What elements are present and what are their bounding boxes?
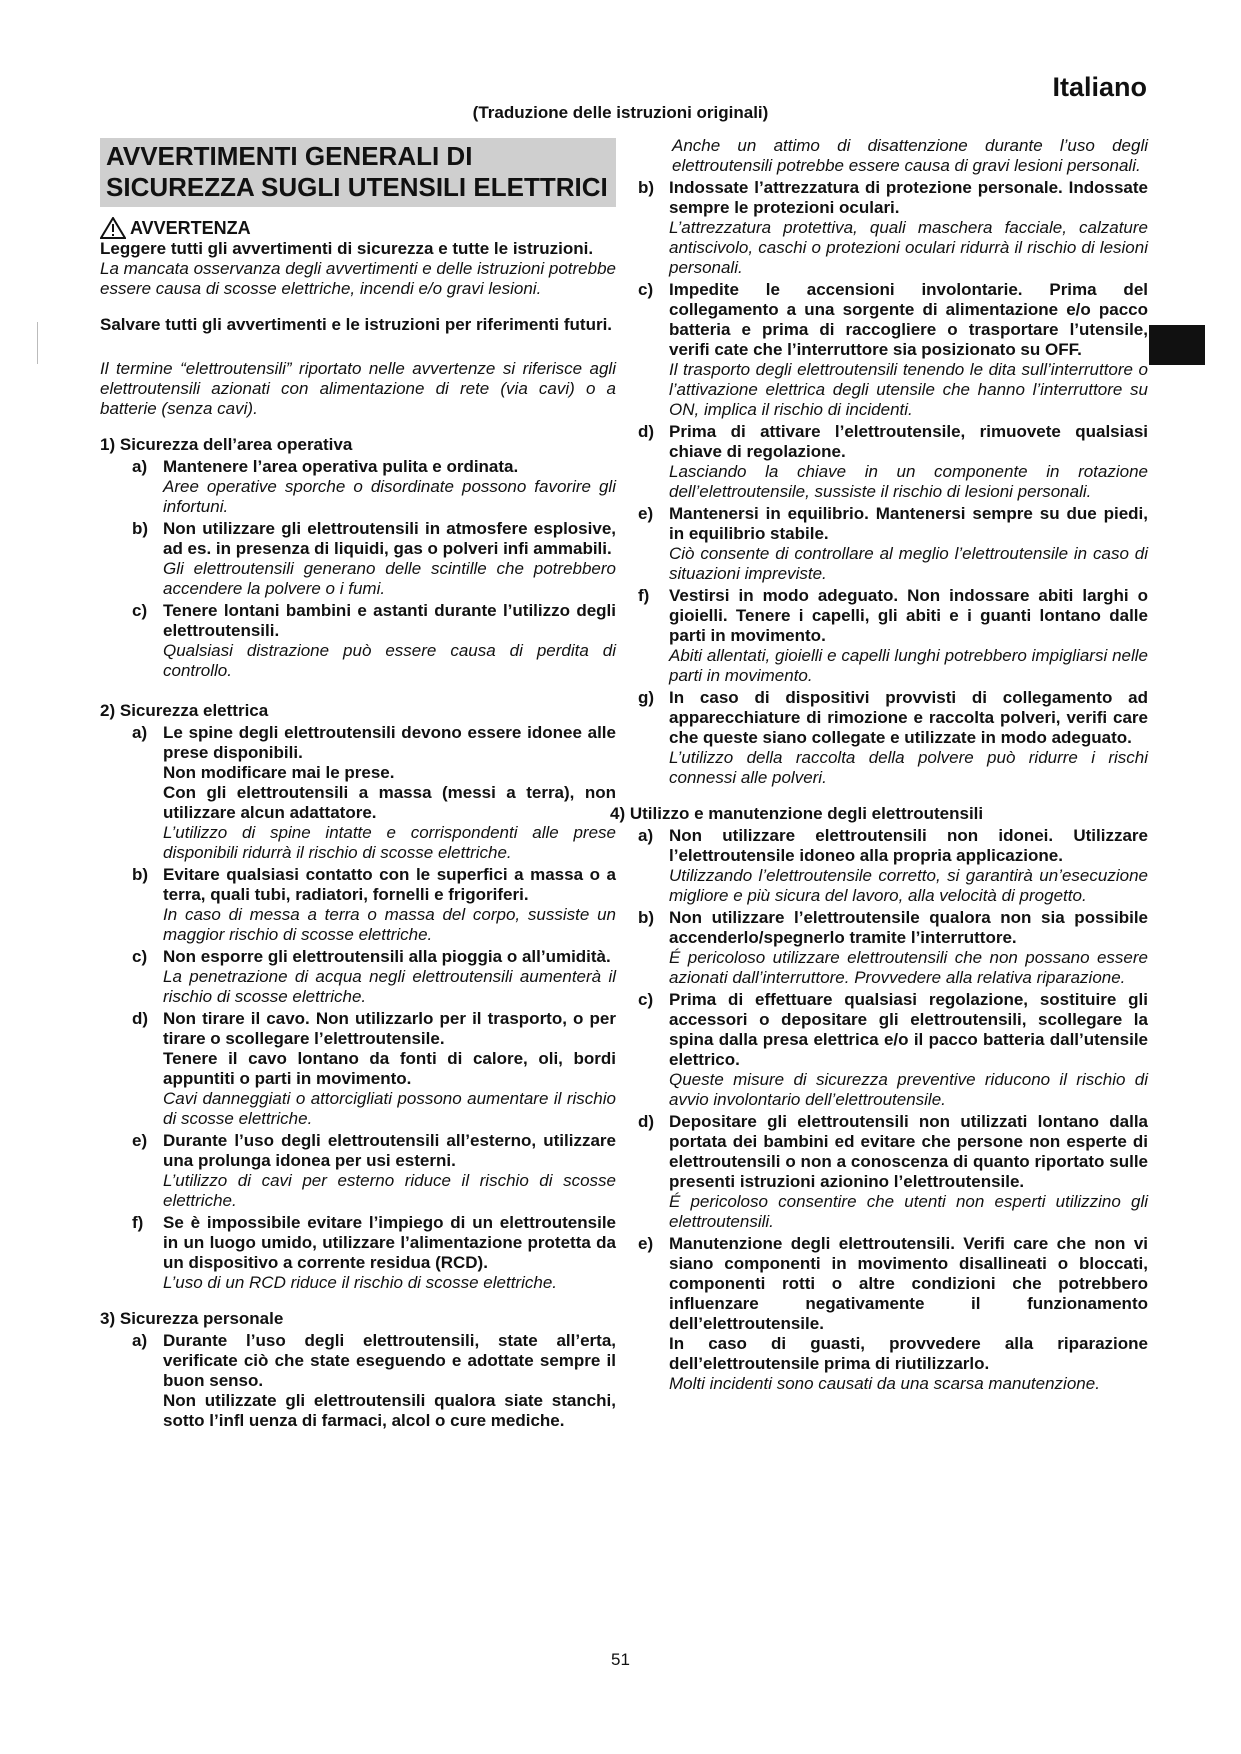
list-item: c) Non esporre gli elettroutensili alla pioggia o all’umidità. La penetrazione di acqua negli elettroutensili aumenterà il rischio di scosse elettriche. (132, 947, 616, 1006)
warning-lead: Leggere tutti gli avvertimenti di sicurezza e tutte le istruzioni. (100, 239, 594, 258)
warning-note: La mancata osservanza degli avvertimenti e delle istruzioni potrebbe essere causa di scosse elettriche, incendi e/o gravi lesioni. (100, 259, 616, 298)
list-item: e) Mantenersi in equilibrio. Mantenersi sempre su due piedi, in equilibrio stabile. Ciò consente di controllare al meglio l’elettroutensile in caso di situazioni impreviste. (638, 504, 1148, 583)
list-item: a) Non utilizzare elettroutensili non idonei. Utilizzare l’elettroutensile idoneo alla propria applicazione. Utilizzando l’elettroutensile corretto, si garantirà un’esecuzione migliore e più sicura del lavoro, alla velocità di progetto. (638, 826, 1148, 905)
language-label: Italiano (1052, 72, 1147, 102)
warning-term: Il termine “elettroutensili” riportato nelle avvertenze si riferisce agli elettroutensili azionati con alimentazione di rete (via cavi) o a batterie (senza cavi). (100, 359, 616, 418)
margin-line (37, 322, 38, 364)
warning-label: AVVERTENZA (130, 218, 251, 238)
list-item: b) Non utilizzare gli elettroutensili in atmosfere esplosive, ad es. in presenza di liquidi, gas o polveri infi ammabili. Gli elettroutensili generano delle scintille che potrebbero accendere la polvere o i fumi. (132, 519, 616, 598)
list-item: d) Non tirare il cavo. Non utilizzarlo per il trasporto, o per tirare o scollegare l’elettroutensile. Tenere il cavo lontano da fonti di calore, oli, bordi appuntiti o parti in movimento. Cavi danneggiati o attorcigliati possono aumentare il rischio di scosse elettriche. (132, 1009, 616, 1128)
section-title: AVVERTIMENTI GENERALI DI SICUREZZA SUGLI UTENSILI ELETTRICI (100, 138, 616, 207)
warning-save: Salvare tutti gli avvertimenti e le istruzioni per riferimenti futuri. (100, 315, 613, 334)
section-1 (100, 435, 616, 681)
right-column (610, 136, 1148, 1394)
list-item: b) Indossate l’attrezzatura di protezione personale. Indossate sempre le protezioni oculari. L’attrezzatura protettiva, quali maschera facciale, calzature antiscivolo, caschi o protezioni oculari ridurrà il rischio di lesioni personali. (638, 178, 1148, 277)
list-item: e) Durante l’uso degli elettroutensili all’esterno, utilizzare una prolunga idonea per usi esterni. L’utilizzo di cavi per esterno riduce il rischio di scosse elettriche. (132, 1131, 616, 1210)
section-heading: 2) Sicurezza elettrica (100, 701, 269, 720)
list-item: b) Evitare qualsiasi contatto con le superfici a massa o a terra, quali tubi, radiatori, fornelli e frigoriferi. In caso di messa a terra o massa del corpo, sussiste un maggior rischio di scosse elettriche. (132, 865, 616, 944)
list-item: g) In caso di dispositivi provvisti di collegamento ad apparecchiature di rimozione e raccolta polveri, verifi care che queste siano collegate e utilizzate in modo adeguato. L’utilizzo della raccolta della polvere può ridurre i rischi connessi alle polveri. (638, 688, 1148, 787)
list-item: f) Vestirsi in modo adeguato. Non indossare abiti larghi o gioielli. Tenere i capelli, gli abiti e i guanti lontano dalle parti in movimento. Abiti allentati, gioielli e capelli lunghi potrebbero impigliarsi nelle parti in movimento. (638, 586, 1148, 685)
section-heading: 1) Sicurezza dell’area operativa (100, 435, 353, 454)
list-item: a) Mantenere l’area operativa pulita e ordinata. Aree operative sporche o disordinate possono favorire gli infortuni. (132, 457, 616, 516)
list-item: a) Le spine degli elettroutensili devono essere idonee alle prese disponibili. Non modificare mai le prese. Con gli elettroutensili a massa (messi a terra), non utilizzare alcun adattatore. L’utilizzo di spine intatte e corrispondenti alle prese disponibili ridurrà il rischio di scosse elettriche. (132, 723, 616, 862)
section-heading: 3) Sicurezza personale (100, 1309, 284, 1328)
list-item: a) Durante l’uso degli elettroutensili, state all’erta, verificate ciò che state eseguendo e adottate sempre il buon senso. Non utilizzate gli elettroutensili qualora siate stanchi, sotto l’infl uenza di farmaci, alcol o cure mediche. (132, 1331, 616, 1430)
left-column (100, 138, 616, 1431)
warning-heading (100, 217, 616, 239)
list-item: b) Non utilizzare l’elettroutensile qualora non sia possibile accenderlo/spegnerlo tramite l’interruttore. É pericoloso utilizzare elettroutensili che non possano essere azionati dall’interruttore. Provvedere alla relativa riparazione. (638, 908, 1148, 987)
page-number: 51 (611, 1650, 630, 1669)
list-item: c) Prima di effettuare qualsiasi regolazione, sostituire gli accessori o depositare gli elettroutensili, scollegare la spina dalla presa elettrica e/o il pacco batteria dall’utensile elettrico. Queste misure di sicurezza preventive riducono il rischio di avvio involontario dell’elettroutensile. (638, 990, 1148, 1109)
list-item: e) Manutenzione degli elettroutensili. Verifi care che non vi siano componenti in movimento disallineati o bloccati, componenti rotti o altre condizioni che potrebbero influenzare negativamente il funzionamento dell’elettroutensile. In caso di guasti, provvedere alla riparazione dell’elettroutensile prima di riutilizzarlo. Molti incidenti sono causati da una scarsa manutenzione. (638, 1234, 1148, 1393)
translation-subtitle: (Traduzione delle istruzioni originali) (472, 103, 769, 122)
list-item: f) Se è impossibile evitare l’impiego di un elettroutensile in un luogo umido, utilizzare l’alimentazione protetta da un dispositivo a corrente residua (RCD). L’uso di un RCD riduce il rischio di scosse elettriche. (132, 1213, 616, 1292)
language-tab-marker (1149, 325, 1205, 365)
warning-triangle-icon (100, 217, 126, 239)
list-item-note: Anche un attimo di disattenzione durante l’uso degli elettroutensili potrebbe essere causa di gravi lesioni personali. (672, 136, 1148, 175)
section-4 (610, 804, 1148, 1394)
list-item: c) Tenere lontani bambini e astanti durante l’utilizzo degli elettroutensili. Qualsiasi distrazione può essere causa di perdita di controllo. (132, 601, 616, 680)
list-item: d) Depositare gli elettroutensili non utilizzati lontano dalla portata dei bambini ed evitare che persone non esperte di elettroutensili o non a conoscenza di quanto riportato sulle presenti istruzioni azionino l’elettroutensile. É pericoloso consentire che utenti non esperti utilizzino gli elettroutensili. (638, 1112, 1148, 1231)
list-item: c) Impedite le accensioni involontarie. Prima del collegamento a una sorgente di alimentazione e/o pacco batteria e prima di raccogliere o trasportare l’utensile, verifi cate che l’interruttore sia posizionato su OFF. Il trasporto degli elettroutensili tenendo le dita sull’interruttore o l’attivazione elettrica degli utensile che hanno l’interruttore su ON, implica il rischio di incidenti. (638, 280, 1148, 419)
section-2 (100, 701, 616, 1293)
section-heading: 4) Utilizzo e manutenzione degli elettroutensili (610, 804, 984, 823)
list-item: d) Prima di attivare l’elettroutensile, rimuovete qualsiasi chiave di regolazione. Lasciando la chiave in un componente in rotazione dell’elettroutensile, sussiste il rischio di lesioni personali. (638, 422, 1148, 501)
section-3 (100, 1309, 616, 1431)
